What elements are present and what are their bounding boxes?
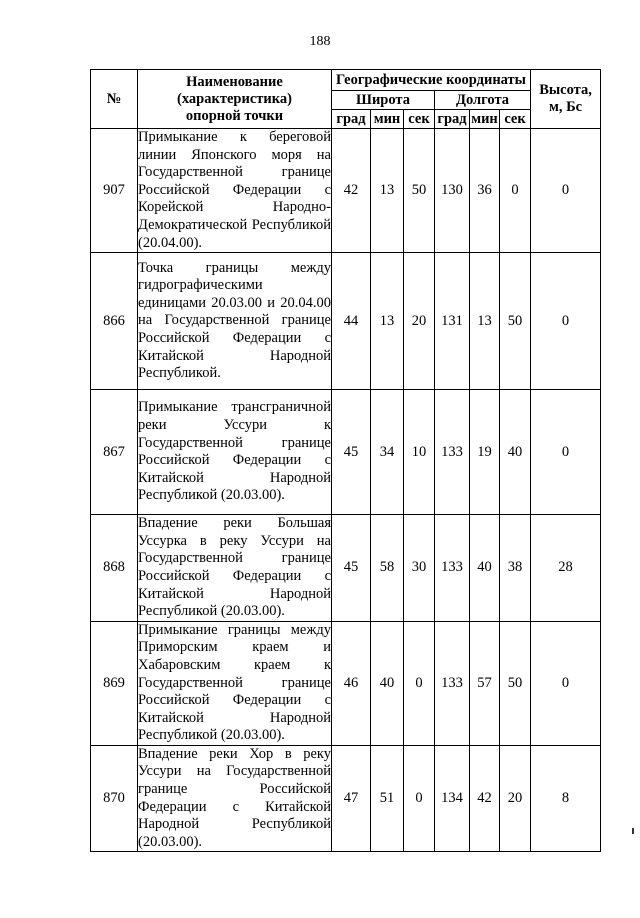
lat-min-cell: 34 — [371, 390, 404, 515]
table-row — [91, 515, 601, 622]
header-height-line1: Высота, — [539, 82, 592, 98]
row-description: Впадение реки Хор в реку Уссури на Государственной границе Российской Федерации с Китайской Народной Республикой (20.03.00). — [138, 745, 332, 852]
header-lat-sec: сек — [404, 110, 435, 129]
table-row — [91, 745, 601, 852]
table-row — [91, 129, 601, 253]
lat-min-cell: 13 — [371, 253, 404, 390]
lat-deg-cell: 42 — [332, 129, 371, 253]
table-header — [91, 70, 601, 129]
lat-sec-cell: 50 — [404, 129, 435, 253]
lon-deg-cell: 131 — [435, 253, 470, 390]
lon-deg-cell: 130 — [435, 129, 470, 253]
height-cell: 28 — [531, 515, 601, 622]
lon-deg-cell: 133 — [435, 390, 470, 515]
height-cell: 0 — [531, 621, 601, 745]
lon-min-cell: 57 — [470, 621, 500, 745]
header-name-line2: (характеристика) — [177, 90, 292, 107]
lon-sec-cell: 50 — [500, 253, 531, 390]
height-cell: 8 — [531, 745, 601, 852]
lat-deg-cell: 45 — [332, 515, 371, 622]
lat-min-cell: 13 — [371, 129, 404, 253]
row-number: 867 — [91, 390, 138, 515]
table-row — [91, 390, 601, 515]
row-description: Примыкание границы между Приморским краем и Хабаровским краем к Государственной границе Российской Федерации с Китайской Народной Республикой (20.03.00). — [138, 621, 332, 745]
height-cell: 0 — [531, 390, 601, 515]
lon-sec-cell: 20 — [500, 745, 531, 852]
lat-deg-cell: 46 — [332, 621, 371, 745]
lat-min-cell: 58 — [371, 515, 404, 622]
lat-min-cell: 40 — [371, 621, 404, 745]
header-height — [531, 70, 601, 129]
lon-deg-cell: 133 — [435, 515, 470, 622]
row-number: 869 — [91, 621, 138, 745]
lon-min-cell: 40 — [470, 515, 500, 622]
page-number: 188 — [309, 34, 331, 49]
lon-min-cell: 42 — [470, 745, 500, 852]
lat-deg-cell: 45 — [332, 390, 371, 515]
header-longitude: Долгота — [435, 91, 531, 110]
lon-min-cell: 19 — [470, 390, 500, 515]
lon-sec-cell: 38 — [500, 515, 531, 622]
header-name — [138, 70, 332, 129]
header-lon-min: мин — [471, 110, 498, 127]
lat-sec-cell: 10 — [404, 390, 435, 515]
row-description: Примыкание к береговой линии Японского моря на Государственной границе Российской Федерации с Корейской Народно-Демократической Республикой (20.04.00). — [138, 129, 332, 253]
lat-deg-cell: 47 — [332, 745, 371, 852]
row-description: Впадение реки Большая Уссурка в реку Уссури на Государственной границе Российской Федерации с Китайской Народной Республикой (20.03.00). — [138, 515, 332, 622]
height-cell: 0 — [531, 253, 601, 390]
lon-deg-cell: 134 — [435, 745, 470, 852]
header-num: № — [91, 70, 138, 129]
row-number: 868 — [91, 515, 138, 622]
coordinates-table — [90, 69, 601, 852]
height-cell: 0 — [531, 129, 601, 253]
lon-deg-cell: 133 — [435, 621, 470, 745]
lat-deg-cell: 44 — [332, 253, 371, 390]
header-lon-deg: град — [435, 110, 470, 129]
row-description: Примыкание трансграничной реки Уссури к Государственной границе Российской Федерации с Китайской Народной Республикой (20.03.00). — [138, 390, 332, 515]
row-number: 907 — [91, 129, 138, 253]
lon-min-cell: 13 — [470, 253, 500, 390]
header-lat-min: мин — [371, 110, 404, 129]
header-lat-deg: град — [332, 110, 371, 129]
header-name-line3: опорной точки — [185, 107, 284, 124]
scan-edge-mark — [632, 828, 634, 834]
lat-sec-cell: 30 — [404, 515, 435, 622]
header-lon-sec: сек — [500, 110, 531, 129]
lat-sec-cell: 20 — [404, 253, 435, 390]
row-description: Точка границы между гидрографическими единицами 20.03.00 и 20.04.00 на Государственной границе Российской Федерации с Китайской Народной Республикой. — [138, 253, 332, 390]
lat-min-cell: 51 — [371, 745, 404, 852]
lat-sec-cell: 0 — [404, 745, 435, 852]
table-row — [91, 621, 601, 745]
lon-min-cell: 36 — [470, 129, 500, 253]
header-latitude: Широта — [332, 91, 435, 110]
lon-sec-cell: 50 — [500, 621, 531, 745]
header-height-line2: м, Бс — [548, 99, 583, 115]
lon-sec-cell: 40 — [500, 390, 531, 515]
header-geo-coordinates: Географические координаты — [332, 70, 531, 91]
table-body — [91, 129, 601, 852]
header-name-line1: Наименование — [186, 73, 283, 90]
lat-sec-cell: 0 — [404, 621, 435, 745]
row-number: 866 — [91, 253, 138, 390]
row-number: 870 — [91, 745, 138, 852]
table-row — [91, 253, 601, 390]
lon-sec-cell: 0 — [500, 129, 531, 253]
